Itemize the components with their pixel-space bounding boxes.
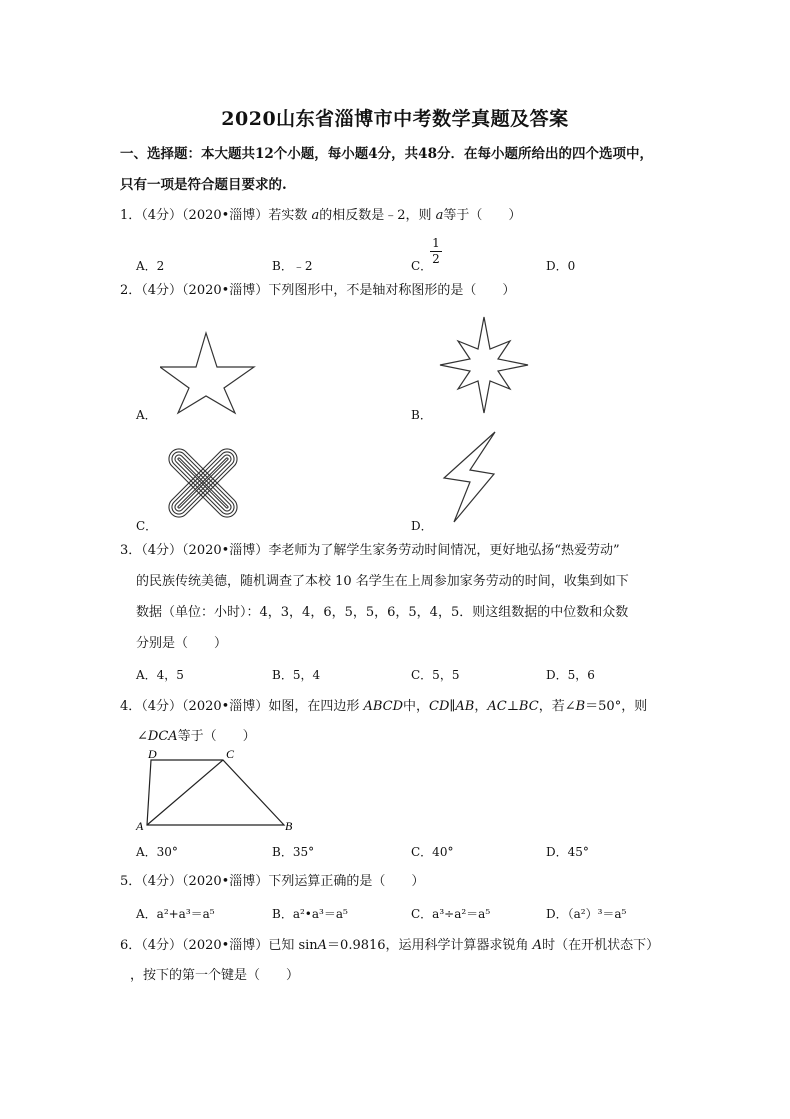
q1-option-d: D．0: [546, 259, 576, 273]
question-3-line3: 数据（单位：小时）：4，3，4，6，5，5，6，5，4，5．则这组数据的中位数和众数: [136, 605, 629, 620]
q3-option-a: A．4，5: [136, 668, 184, 682]
interlaced-loops-figure: [160, 440, 246, 526]
lightning-bolt-figure: [440, 430, 502, 525]
q4-option-b: B．35°: [272, 845, 315, 859]
section-header-line1: 一、选择题：本大题共12个小题，每小题4分，共48分．在每小题所给出的四个选项中，: [120, 146, 653, 162]
vertex-label-b: B: [285, 819, 293, 833]
q2-option-b: B．: [411, 408, 432, 422]
question-5: 5．（4分）（2020•淄博）下列运算正确的是（ ）: [120, 874, 425, 889]
q2-option-c: C．: [136, 519, 158, 533]
quadrilateral-abcd-figure: [134, 746, 300, 836]
five-point-star-figure: [160, 330, 260, 416]
eight-point-star-figure: [437, 315, 531, 415]
q2-option-d: D．: [411, 519, 433, 533]
q1-option-b: B．﹣2: [272, 259, 313, 273]
q5-option-b: B．a²•a³＝a⁵: [272, 907, 348, 921]
q5-option-d: D．（a²）³＝a⁵: [546, 907, 627, 921]
vertex-label-c: C: [226, 747, 235, 761]
question-4-line1: 4．（4分）（2020•淄博）如图，在四边形 ABCD中，CD∥AB，AC⊥BC，若∠B＝50°，则: [120, 699, 648, 714]
section-header-line2: 只有一项是符合题目要求的.: [120, 177, 287, 193]
q5-option-a: A．a²+a³＝a⁵: [136, 907, 215, 921]
vertex-label-a: A: [136, 819, 144, 833]
q3-option-c: C．5，5: [411, 668, 460, 682]
q1-option-a: A．2: [136, 259, 165, 273]
question-1: 1．（4分）（2020•淄博）若实数 a的相反数是﹣2，则 a等于（ ）: [120, 208, 522, 223]
q1-option-c: C．: [411, 259, 433, 273]
q3-option-b: B．5，4: [272, 668, 321, 682]
q3-option-d: D．5，6: [546, 668, 595, 682]
question-6-line2: ，按下的第一个键是（ ）: [130, 968, 300, 983]
question-3-line4: 分别是（ ）: [136, 636, 228, 651]
vertex-label-d: D: [148, 747, 157, 761]
question-2: 2．（4分）（2020•淄博）下列图形中，不是轴对称图形的是（ ）: [120, 283, 516, 298]
fraction-one-half: $\frac{1}{2}$: [430, 236, 442, 266]
question-6-line1: 6．（4分）（2020•淄博）已知 sinA＝0.9816，运用科学计算器求锐角 A时（在开机状态下）: [120, 938, 660, 953]
q4-option-c: C．40°: [411, 845, 454, 859]
page-title: 2020山东省淄博市中考数学真题及答案: [221, 108, 569, 130]
q4-option-a: A．30°: [136, 845, 178, 859]
q2-option-a: A．: [136, 408, 157, 422]
question-3-line2: 的民族传统美德，随机调查了本校 10 名学生在上周参加家务劳动的时间，收集到如下: [136, 574, 629, 589]
q5-option-c: C．a³÷a²＝a⁵: [411, 907, 491, 921]
question-3-line1: 3．（4分）（2020•淄博）李老师为了解学生家务劳动时间情况，更好地弘扬“热爱劳动”: [120, 543, 620, 558]
question-4-line2: ∠DCA等于（ ）: [137, 729, 256, 744]
q4-option-d: D．45°: [546, 845, 589, 859]
